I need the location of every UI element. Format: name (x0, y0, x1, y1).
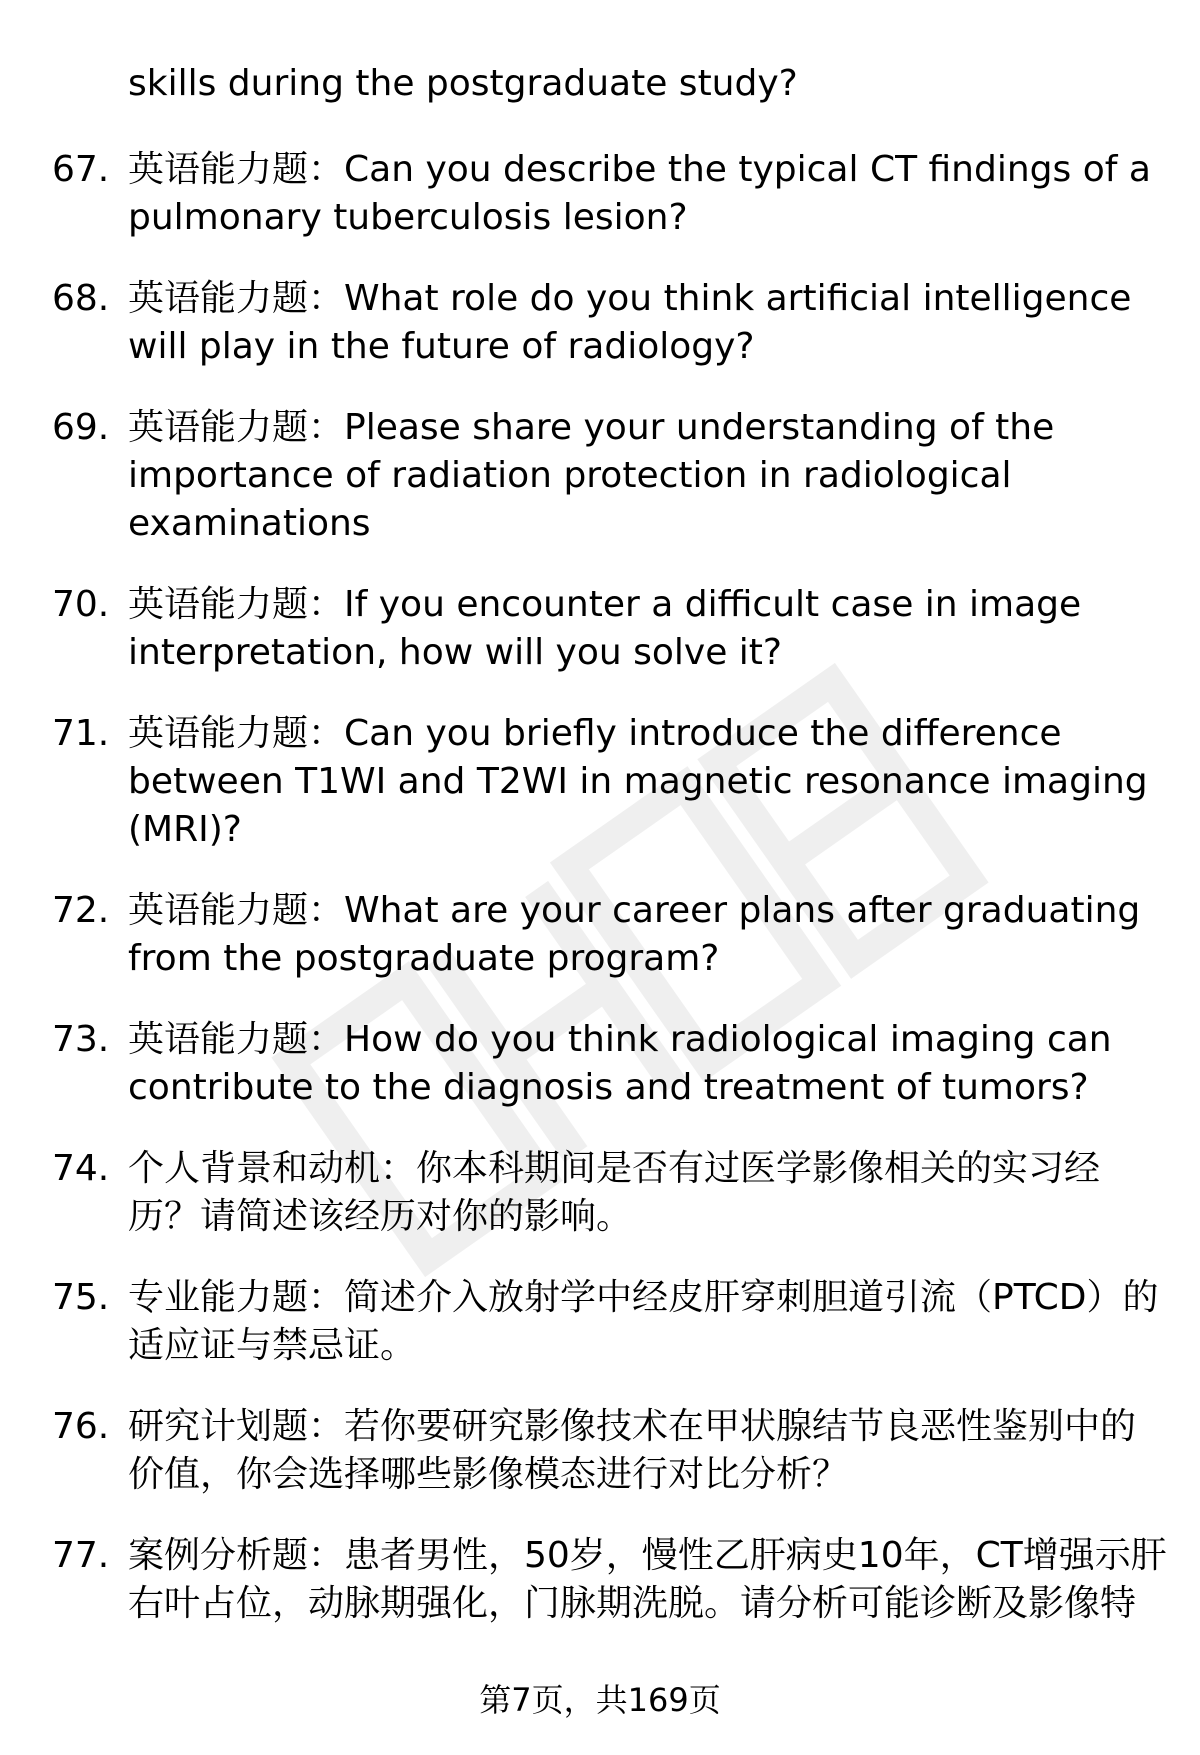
question-list (0, 146, 1200, 1661)
question-item (0, 1403, 1200, 1499)
question-item (0, 1274, 1200, 1370)
question-text: 英语能力题：Please share your understanding of the importance of radiation protection in radiological examinations (128, 407, 1055, 544)
question-number: 77. (52, 1535, 110, 1576)
question-text: 研究计划题：若你要研究影像技术在甲状腺结节良恶性鉴别中的价值，你会选择哪些影像模态进行对比分析？ (128, 1406, 1137, 1495)
question-text: 英语能力题：Can you describe the typical CT findings of a pulmonary tuberculosis lesion? (128, 149, 1151, 238)
question-number: 72. (52, 890, 110, 931)
question-text: 个人背景和动机：你本科期间是否有过医学影像相关的实习经历？请简述该经历对你的影响。 (128, 1148, 1101, 1237)
question-item (0, 1532, 1200, 1628)
question-text: 英语能力题：Can you briefly introduce the difference between T1WI and T2WI in magnetic resonance imaging (MRI)? (128, 713, 1148, 850)
question-text: 案例分析题：患者男性，50岁，慢性乙肝病史10年，CT增强示肝右叶占位，动脉期强化，门脉期洗脱。请分析可能诊断及影像特 (128, 1535, 1167, 1624)
question-text: 专业能力题：简述介入放射学中经皮肝穿刺胆道引流（PTCD）的适应证与禁忌证。 (128, 1277, 1159, 1366)
question-item (0, 275, 1200, 371)
question-text: 英语能力题：What are your career plans after graduating from the postgraduate program? (128, 890, 1141, 979)
question-item (0, 710, 1200, 854)
question-number: 68. (52, 278, 110, 319)
question-number: 74. (52, 1148, 110, 1189)
continued-question-text: skills during the postgraduate study? (128, 63, 798, 104)
question-text: 英语能力题：If you encounter a difficult case in image interpretation, how will you solve it? (128, 584, 1082, 673)
question-text: 英语能力题：What role do you think artificial intelligence will play in the future of radiology? (128, 278, 1132, 367)
page-footer: 第7页，共169页 (479, 1681, 721, 1719)
question-number: 70. (52, 584, 110, 625)
question-item (0, 1145, 1200, 1241)
question-number: 76. (52, 1406, 110, 1447)
question-item (0, 581, 1200, 677)
question-number: 69. (52, 407, 110, 448)
question-item (0, 1016, 1200, 1112)
question-number: 71. (52, 713, 110, 754)
question-number: 73. (52, 1019, 110, 1060)
question-text: 英语能力题：How do you think radiological imaging can contribute to the diagnosis and treatment of tumors? (128, 1019, 1112, 1108)
question-item (0, 887, 1200, 983)
question-item (0, 146, 1200, 242)
question-number: 67. (52, 149, 110, 190)
question-item (0, 404, 1200, 548)
question-number: 75. (52, 1277, 110, 1318)
